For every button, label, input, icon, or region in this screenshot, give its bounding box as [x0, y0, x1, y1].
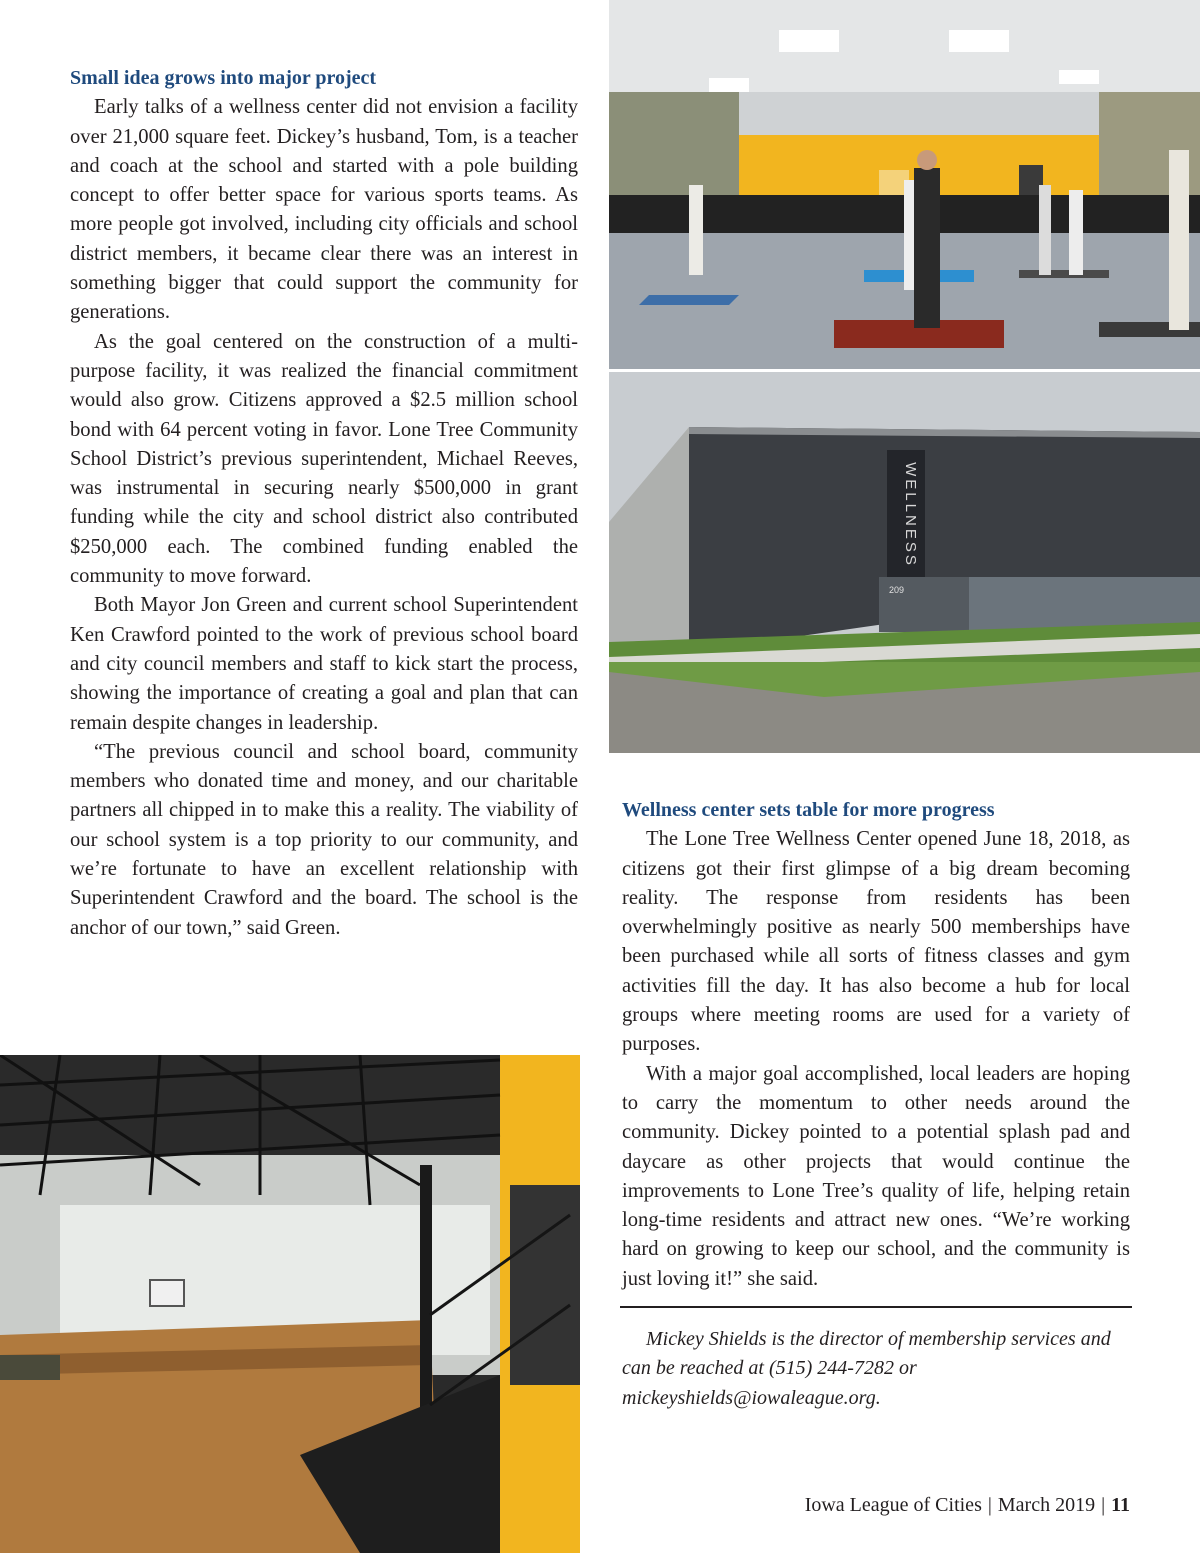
- paragraph: With a major goal accomplished, local leaders are hoping to carry the momentum to other needs around the community. Dickey pointed to a potential splash pad and daycare as other projects that would continue the improvements to Lone Tree’s quality of life, helping retain long-time residents and attract new ones. “We’re working hard on growing to keep our school, and the community is just loving it!” she said.: [622, 1062, 1130, 1290]
- paragraph: The Lone Tree Wellness Center opened June 18, 2018, as citizens got their first glimpse of a big dream becoming reality. The response from residents has been overwhelmingly positive as nearly 500 memberships have been purchased while all sorts of fitness classes and gym activities fill the day. It has also become a hub for local groups where meeting rooms are used for a variety of purposes.: [622, 828, 1130, 1056]
- gymnasium-photo: [0, 1055, 580, 1553]
- paragraph: Early talks of a wellness center did not envision a facility over 21,000 square feet. Dickey’s husband, Tom, is a teacher and coach at the school and started with a pole building concept to offer better space for various sports teams. As more people got involved, including city officials and school district members, it became clear there was an interest in something bigger that could support the community for generations.: [70, 96, 578, 324]
- article-column-right: [622, 796, 1130, 1294]
- building-number-text: 209: [889, 585, 905, 595]
- paragraph: Both Mayor Jon Green and current school Superintendent Ken Crawford pointed to the work of previous school board and city council members and staff to kick start the process, showing the importance of creating a goal and plan that can remain despite changes in leadership.: [70, 594, 578, 734]
- publication-name: Iowa League of Cities: [804, 1494, 982, 1516]
- divider-rule: [620, 1306, 1132, 1308]
- author-bio: Mickey Shields is the director of membership services and can be reached at (515) 244-7282 or mickeyshields@iowaleague.org.: [622, 1328, 1111, 1409]
- section-heading-wellness-center: Wellness center sets table for more progress: [622, 799, 995, 821]
- building-sign-text: WELLNESS: [902, 462, 919, 568]
- page-number: 11: [1111, 1494, 1130, 1516]
- issue-date: March 2019: [997, 1494, 1096, 1516]
- paragraph: As the goal centered on the construction of a multi-purpose facility, it was realized the financial commitment would also grow. Citizens approved a $2.5 million school bond with 64 percent voting in favor. Lone Tree Community School District’s previous superintendent, Michael Reeves, was instrumental in securing nearly $500,000 in grant funding while the city and school district also contributed $250,000 each. The combined funding enabled the community to move forward.: [70, 330, 578, 588]
- footer-separator: |: [987, 1494, 992, 1516]
- section-heading-small-idea: Small idea grows into major project: [70, 67, 377, 89]
- paragraph: “The previous council and school board, community members who donated time and money, and our charitable partners all chipped in to make this a reality. The viability of our school system is a top priority to our community, and we’re fortunate to have an excellent relationship with Superintendent Crawford and the board. The school is the anchor of our town,” said Green.: [70, 740, 578, 939]
- footer-separator: |: [1101, 1494, 1106, 1516]
- article-column-left: [70, 64, 578, 943]
- wellness-building-photo: [609, 372, 1200, 753]
- yoga-class-photo: [609, 0, 1200, 369]
- page-footer: [805, 1492, 1130, 1518]
